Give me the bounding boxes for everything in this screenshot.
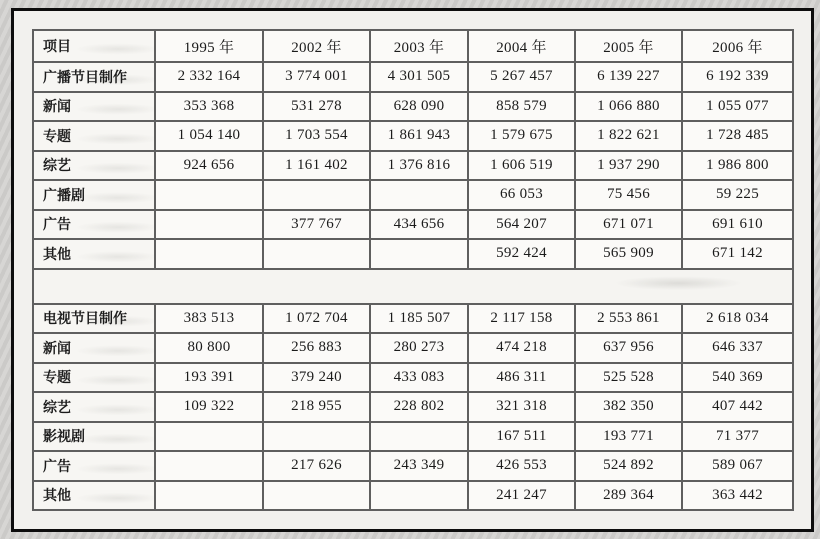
column-header-year: 2002 年 [263,30,370,62]
value-cell: 1 185 507 [370,304,468,334]
value-cell: 671 142 [682,239,793,269]
value-cell [370,481,468,511]
column-header-year: 2006 年 [682,30,793,62]
value-cell: 1 728 485 [682,121,793,151]
row-label: 广告 [33,210,155,240]
row-label: 广播剧 [33,180,155,210]
value-cell: 4 301 505 [370,62,468,92]
value-cell: 531 278 [263,92,370,122]
table-row [33,62,793,92]
table-row [33,363,793,393]
value-cell: 1 161 402 [263,151,370,181]
value-cell: 433 083 [370,363,468,393]
statistics-table [32,29,794,511]
value-cell [155,481,263,511]
row-label: 广播节目制作 [33,62,155,92]
column-header-year: 2004 年 [468,30,575,62]
row-label: 新闻 [33,333,155,363]
value-cell [263,422,370,452]
value-cell: 383 513 [155,304,263,334]
value-cell: 565 909 [575,239,682,269]
value-cell [370,180,468,210]
value-cell: 1 986 800 [682,151,793,181]
value-cell: 637 956 [575,333,682,363]
value-cell: 1 066 880 [575,92,682,122]
value-cell: 243 349 [370,451,468,481]
table-row [33,304,793,334]
header-row [33,30,793,62]
value-cell: 80 800 [155,333,263,363]
value-cell: 1 054 140 [155,121,263,151]
row-label: 电视节目制作 [33,304,155,334]
value-cell [263,239,370,269]
value-cell: 379 240 [263,363,370,393]
value-cell: 6 192 339 [682,62,793,92]
value-cell [155,422,263,452]
value-cell: 540 369 [682,363,793,393]
value-cell: 241 247 [468,481,575,511]
value-cell: 592 424 [468,239,575,269]
table-row [33,239,793,269]
row-label: 新闻 [33,92,155,122]
row-label: 综艺 [33,151,155,181]
value-cell: 256 883 [263,333,370,363]
value-cell: 66 053 [468,180,575,210]
value-cell: 486 311 [468,363,575,393]
value-cell: 589 067 [682,451,793,481]
value-cell: 193 771 [575,422,682,452]
value-cell: 1 376 816 [370,151,468,181]
value-cell: 59 225 [682,180,793,210]
row-label: 专题 [33,363,155,393]
value-cell: 2 117 158 [468,304,575,334]
value-cell: 217 626 [263,451,370,481]
table-row [33,422,793,452]
separator-cell [33,269,793,304]
value-cell: 671 071 [575,210,682,240]
value-cell: 1 937 290 [575,151,682,181]
value-cell: 1 606 519 [468,151,575,181]
value-cell: 71 377 [682,422,793,452]
value-cell: 218 955 [263,392,370,422]
value-cell: 228 802 [370,392,468,422]
value-cell [155,451,263,481]
value-cell: 5 267 457 [468,62,575,92]
value-cell: 407 442 [682,392,793,422]
value-cell: 109 322 [155,392,263,422]
value-cell: 2 618 034 [682,304,793,334]
value-cell: 1 579 675 [468,121,575,151]
table-row [33,151,793,181]
table-row [33,92,793,122]
table-row [33,333,793,363]
document-frame [11,8,814,532]
value-cell: 3 774 001 [263,62,370,92]
value-cell: 628 090 [370,92,468,122]
value-cell [370,239,468,269]
column-header-year: 2003 年 [370,30,468,62]
value-cell: 382 350 [575,392,682,422]
section-separator-row [33,269,793,304]
value-cell: 193 391 [155,363,263,393]
table-row [33,210,793,240]
value-cell: 525 528 [575,363,682,393]
value-cell: 426 553 [468,451,575,481]
column-header-year: 1995 年 [155,30,263,62]
table-section-2 [33,304,793,511]
value-cell [370,422,468,452]
value-cell: 167 511 [468,422,575,452]
value-cell: 363 442 [682,481,793,511]
value-cell: 858 579 [468,92,575,122]
table-row [33,451,793,481]
value-cell: 75 456 [575,180,682,210]
value-cell: 1 055 077 [682,92,793,122]
value-cell: 2 553 861 [575,304,682,334]
value-cell: 564 207 [468,210,575,240]
row-label: 广告 [33,451,155,481]
row-label: 其他 [33,481,155,511]
value-cell [155,210,263,240]
table-row [33,481,793,511]
value-cell: 1 822 621 [575,121,682,151]
value-cell: 353 368 [155,92,263,122]
value-cell [155,180,263,210]
section-gap [33,269,793,304]
table-row [33,180,793,210]
value-cell: 1 072 704 [263,304,370,334]
value-cell [263,481,370,511]
value-cell: 1 861 943 [370,121,468,151]
table-row [33,121,793,151]
value-cell: 377 767 [263,210,370,240]
row-label: 影视剧 [33,422,155,452]
value-cell: 474 218 [468,333,575,363]
value-cell: 924 656 [155,151,263,181]
value-cell: 434 656 [370,210,468,240]
row-label: 专题 [33,121,155,151]
value-cell: 1 703 554 [263,121,370,151]
column-header-year: 2005 年 [575,30,682,62]
value-cell: 321 318 [468,392,575,422]
value-cell: 280 273 [370,333,468,363]
value-cell: 2 332 164 [155,62,263,92]
value-cell: 691 610 [682,210,793,240]
value-cell: 6 139 227 [575,62,682,92]
table-row [33,392,793,422]
table-section-1 [33,62,793,269]
value-cell: 289 364 [575,481,682,511]
column-header-project: 项目 [33,30,155,62]
value-cell [155,239,263,269]
value-cell: 524 892 [575,451,682,481]
row-label: 其他 [33,239,155,269]
value-cell [263,180,370,210]
row-label: 综艺 [33,392,155,422]
value-cell: 646 337 [682,333,793,363]
